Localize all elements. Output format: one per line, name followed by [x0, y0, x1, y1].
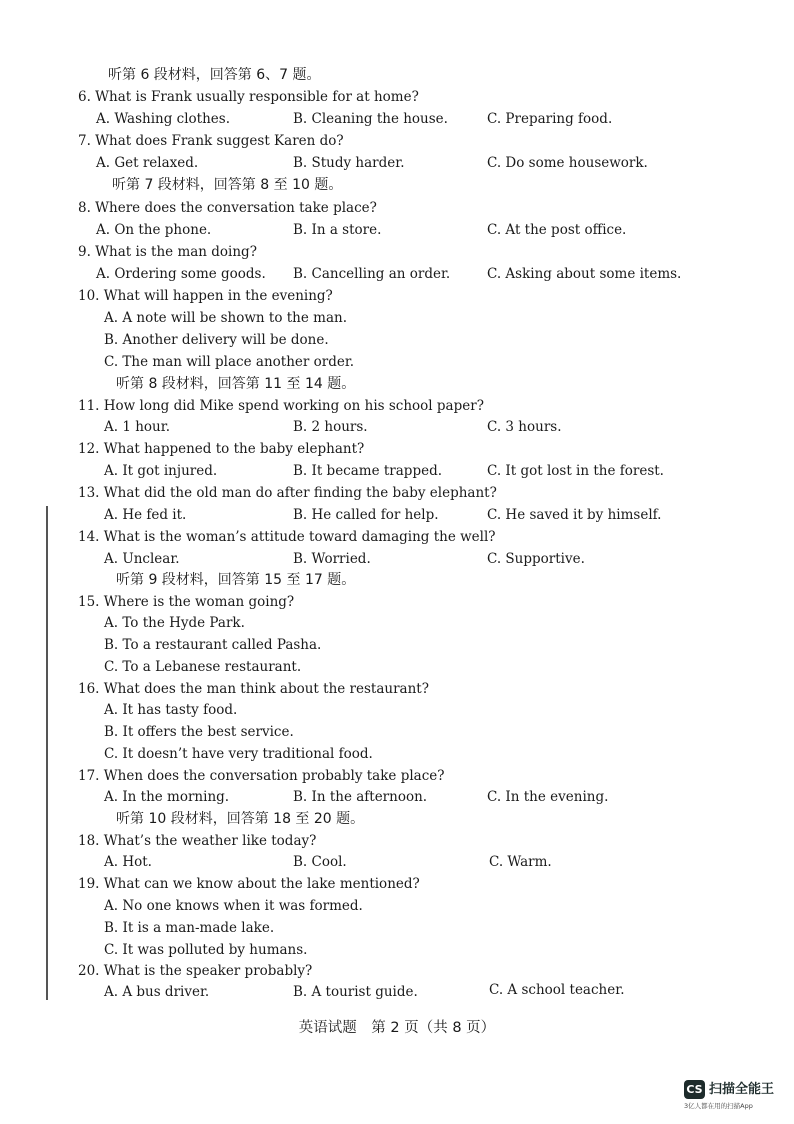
option-6a: A. Washing clothes. — [96, 111, 230, 127]
section-heading: 听第 8 段材料，回答第 11 至 14 题。 — [116, 376, 356, 392]
section-heading: 听第 10 段材料，回答第 18 至 20 题。 — [116, 811, 365, 827]
option-18b: B. Cool. — [293, 854, 347, 870]
question-16: 16. What does the man think about the restaurant? — [78, 681, 429, 697]
option-13a: A. He fed it. — [104, 507, 187, 523]
option-17a: A. In the morning. — [104, 789, 230, 805]
option-18a: A. Hot. — [104, 854, 152, 870]
option-6b: B. Cleaning the house. — [293, 111, 448, 127]
option-17c: C. In the evening. — [487, 789, 609, 805]
question-10: 10. What will happen in the evening? — [78, 288, 333, 304]
option-8b: B. In a store. — [293, 222, 382, 238]
option-20a: A. A bus driver. — [104, 984, 210, 1000]
option-12a: A. It got injured. — [104, 463, 218, 479]
question-14: 14. What is the woman’s attitude toward damaging the well? — [78, 529, 496, 545]
option-11c: C. 3 hours. — [487, 419, 562, 435]
option-16a: A. It has tasty food. — [104, 702, 238, 718]
option-20b: B. A tourist guide. — [293, 984, 418, 1000]
question-7: 7. What does Frank suggest Karen do? — [78, 133, 344, 149]
question-20: 20. What is the speaker probably? — [78, 963, 313, 979]
option-8c: C. At the post office. — [487, 222, 627, 238]
question-8: 8. Where does the conversation take place? — [78, 200, 377, 216]
option-14c: C. Supportive. — [487, 551, 585, 567]
option-10b: B. Another delivery will be done. — [104, 332, 329, 348]
option-11b: B. 2 hours. — [293, 419, 368, 435]
option-19c: C. It was polluted by humans. — [104, 942, 308, 958]
option-11a: A. 1 hour. — [104, 419, 170, 435]
option-10a: A. A note will be shown to the man. — [104, 310, 347, 326]
question-18: 18. What’s the weather like today? — [78, 833, 317, 849]
option-13b: B. He called for help. — [293, 507, 439, 523]
option-7a: A. Get relaxed. — [96, 155, 199, 171]
option-19b: B. It is a man-made lake. — [104, 920, 275, 936]
option-7b: B. Study harder. — [293, 155, 405, 171]
scanner-app-name: 扫描全能王 — [709, 1082, 775, 1097]
option-16c: C. It doesn’t have very traditional food. — [104, 746, 373, 762]
section-heading: 听第 9 段材料，回答第 15 至 17 题。 — [116, 572, 356, 588]
section-heading: 听第 7 段材料，回答第 8 至 10 题。 — [112, 177, 343, 193]
option-18c: C. Warm. — [489, 854, 552, 870]
option-6c: C. Preparing food. — [487, 111, 613, 127]
option-9b: B. Cancelling an order. — [293, 266, 451, 282]
option-16b: B. It offers the best service. — [104, 724, 294, 740]
option-19a: A. No one knows when it was formed. — [104, 898, 363, 914]
option-9c: C. Asking about some items. — [487, 266, 682, 282]
scanner-watermark — [684, 1080, 784, 1114]
margin-rule — [46, 506, 48, 1000]
option-12b: B. It became trapped. — [293, 463, 443, 479]
option-8a: A. On the phone. — [96, 222, 212, 238]
page-footer: 英语试题 第 2 页（共 8 页） — [298, 1020, 496, 1036]
option-7c: C. Do some housework. — [487, 155, 648, 171]
section-heading: 听第 6 段材料，回答第 6、7 题。 — [108, 67, 321, 83]
option-15a: A. To the Hyde Park. — [104, 615, 245, 631]
camscanner-logo-icon: CS — [684, 1080, 705, 1099]
question-13: 13. What did the old man do after finding the baby elephant? — [78, 485, 497, 501]
option-15b: B. To a restaurant called Pasha. — [104, 637, 322, 653]
question-15: 15. Where is the woman going? — [78, 594, 295, 610]
option-13c: C. He saved it by himself. — [487, 507, 662, 523]
question-6: 6. What is Frank usually responsible for at home? — [78, 89, 419, 105]
question-11: 11. How long did Mike spend working on his school paper? — [78, 398, 484, 414]
question-19: 19. What can we know about the lake mentioned? — [78, 876, 420, 892]
option-20c: C. A school teacher. — [489, 982, 625, 998]
question-9: 9. What is the man doing? — [78, 244, 257, 260]
scanner-tagline: 3亿人都在用的扫描App — [684, 1102, 753, 1110]
option-9a: A. Ordering some goods. — [96, 266, 266, 282]
option-12c: C. It got lost in the forest. — [487, 463, 664, 479]
option-17b: B. In the afternoon. — [293, 789, 428, 805]
option-15c: C. To a Lebanese restaurant. — [104, 659, 302, 675]
question-12: 12. What happened to the baby elephant? — [78, 441, 365, 457]
question-17: 17. When does the conversation probably take place? — [78, 768, 445, 784]
option-14b: B. Worried. — [293, 551, 371, 567]
option-10c: C. The man will place another order. — [104, 354, 355, 370]
option-14a: A. Unclear. — [104, 551, 180, 567]
